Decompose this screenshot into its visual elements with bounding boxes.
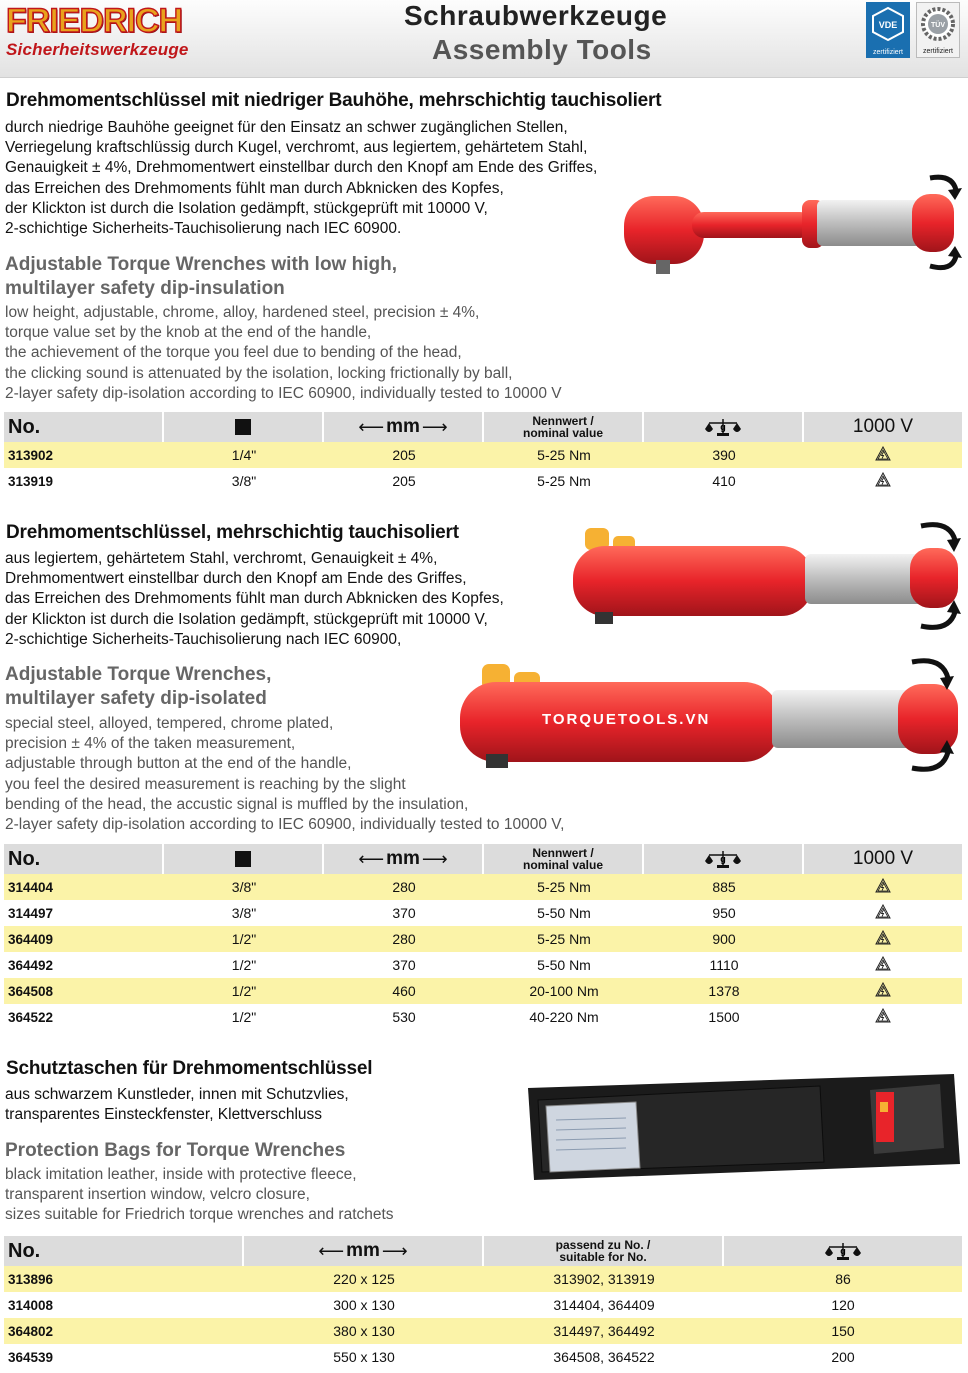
cell-mm: 370 [392,905,416,921]
cell-nominal: 5-50 Nm [537,905,591,921]
protection-bag-image [520,1068,966,1188]
watermark-text: TORQUETOOLS.VN [542,711,711,728]
section2-heading-de: Drehmomentschlüssel, mehrschichtig tauchisoliert [6,522,459,543]
insulation-warning-icon [875,930,891,945]
cell-voltage [804,446,962,464]
table-row [4,926,962,952]
arrow-right-icon: ⟶ [421,849,448,869]
tuv-cert-badge [916,2,960,58]
cell-weight: 150 [831,1323,855,1339]
col-header-length: ⟵ mm ⟶ [324,412,484,442]
section2-heading-en: Adjustable Torque Wrenches, multilayer safety dip-isolated [5,664,272,709]
table-row [4,900,962,926]
insulation-warning-icon [875,956,891,971]
cell-voltage [804,1008,962,1026]
table-header [4,844,962,874]
brand-name: FRIEDRICH [6,2,183,40]
cell-nominal: 40-220 Nm [529,1009,599,1025]
brand-subtitle: Sicherheitswerkzeuge [6,40,189,59]
cell-nominal: 5-25 Nm [537,931,591,947]
cell-weight: 86 [835,1271,851,1287]
table-header [4,1236,962,1266]
col-header-no: No. [4,844,164,874]
insulation-warning-icon [875,446,891,461]
cell-mm: 370 [392,957,416,973]
cell-drive: 3/8" [231,473,257,489]
section3-heading-en: Protection Bags for Torque Wrenches [5,1140,346,1161]
cell-nominal: 5-25 Nm [537,473,591,489]
col-header-size: ⟵ mm ⟶ [244,1236,484,1266]
cell-no: 313919 [8,473,54,489]
cell-no: 313902 [8,447,54,463]
brand-logo [4,2,234,64]
cell-drive: 1/2" [231,957,257,973]
cell-no: 364508 [8,983,54,999]
cell-mm: 280 [392,931,416,947]
page-title-de: Schraubwerkzeuge [404,0,668,31]
cell-nominal: 5-25 Nm [537,879,591,895]
table-row [4,468,962,494]
svg-text:g: g [720,854,726,864]
cell-mm: 205 [392,447,416,463]
table-row [4,1344,962,1370]
cell-mm: 380 x 130 [333,1323,395,1339]
square-drive-icon [235,851,251,867]
cell-voltage [804,982,962,1000]
cell-mm: 280 [392,879,416,895]
cell-drive: 1/2" [231,983,257,999]
scale-weight-icon [824,1241,862,1261]
section3-body-de: aus schwarzem Kunstleder, innen mit Schutzvlies, transparentes Einsteckfenster, Klettverschluss [5,1086,349,1124]
cell-voltage [804,472,962,490]
table-row [4,978,962,1004]
table-row [4,1292,962,1318]
section3-heading-de: Schutztaschen für Drehmomentschlüssel [6,1058,373,1079]
col-header-weight [644,844,804,874]
col-header-drive [164,412,324,442]
cell-weight: 1500 [708,1009,740,1025]
scale-weight-icon [704,417,742,437]
cell-mm: 220 x 125 [333,1271,395,1287]
cell-mm: 530 [392,1009,416,1025]
col-header-no: No. [4,1236,244,1266]
cell-no: 364802 [8,1323,54,1339]
section2-table [4,844,962,1030]
cell-suitable: 314497, 364492 [553,1323,655,1339]
table-row [4,442,962,468]
cell-no: 364409 [8,931,54,947]
vde-logo-icon [866,2,910,46]
cell-voltage [804,878,962,896]
arrow-left-icon: ⟵ [358,849,385,869]
vde-cert-badge [866,2,910,58]
vde-cert-label: zertifiziert [873,49,903,56]
cell-suitable: 314404, 364409 [553,1297,655,1313]
section3-table [4,1236,962,1370]
cell-nominal: 5-25 Nm [537,447,591,463]
svg-text:g: g [840,1246,846,1256]
cell-no: 314404 [8,879,54,895]
arrow-right-icon: ⟶ [421,417,448,437]
col-header-weight [724,1236,962,1266]
page-header [0,0,968,78]
section2-body-de: aus legiertem, gehärtetem Stahl, verchromt, Genauigkeit ± 4%, Drehmomentwert einstellbar durch den Knopf am Ende des Griffes, das Erreichen des Drehmoments fühlt man durch Abknicken des Kopfes, der Klickton ist durch die Isolation gedämpft, stückgeprüft mit 10000 V, 2-schichtige Sicherheits-Tauchisolierung nach IEC 60900, [5,550,504,648]
cell-weight: 200 [831,1349,855,1365]
torque-wrench-image-small [565,520,965,632]
cell-drive: 3/8" [231,879,257,895]
col-header-weight [644,412,804,442]
cell-nominal: 20-100 Nm [529,983,599,999]
section3-body-en: black imitation leather, inside with protective fleece, transparent insertion window, velcro closure, sizes suitable for Friedrich torque wrenches and ratchets [5,1166,394,1224]
cell-weight: 1110 [709,957,739,973]
cell-weight: 900 [712,931,736,947]
cell-weight: 885 [712,879,736,895]
cell-weight: 1378 [708,983,740,999]
section2-body-en: special steel, alloyed, tempered, chrome plated, precision ± 4% of the taken measurement, adjustable through button at the end of the handle, you feel the desired measurement is reaching by the slight bending of the head, the accustic signal is muffled by the insulation, 2-layer safety dip-isolation according to IEC 60900, individually tested to 10000 V, [5,715,565,834]
col-header-length: ⟵ mm ⟶ [324,844,484,874]
cell-voltage [804,904,962,922]
section1-table [4,412,962,494]
cell-no: 364522 [8,1009,54,1025]
cell-voltage [804,956,962,974]
cell-suitable: 313902, 313919 [553,1271,655,1287]
cell-weight: 410 [712,473,736,489]
col-header-no: No. [4,412,164,442]
low-profile-torque-wrench-image [612,168,962,288]
arrow-left-icon: ⟵ [318,1241,345,1261]
insulation-warning-icon [875,982,891,997]
table-row [4,952,962,978]
page-title-en: Assembly Tools [432,34,652,65]
table-row [4,1004,962,1030]
col-header-nominal: Nennwert / nominal value [484,844,644,874]
torque-wrench-image-large [452,656,964,774]
cell-no: 314008 [8,1297,54,1313]
table-row [4,1318,962,1344]
cell-drive: 1/2" [231,1009,257,1025]
cell-drive: 1/4" [231,447,257,463]
cell-weight: 390 [712,447,736,463]
cell-weight: 120 [831,1297,855,1313]
section1-heading-en: Adjustable Torque Wrenches with low high, multilayer safety dip-insulation [5,254,397,299]
table-header [4,412,962,442]
insulation-warning-icon [875,472,891,487]
col-header-nominal: Nennwert / nominal value [484,412,644,442]
svg-text:g: g [720,422,726,432]
svg-text:TÜV: TÜV [931,22,945,29]
insulation-warning-icon [875,878,891,893]
col-header-drive [164,844,324,874]
section1-body-en: low height, adjustable, chrome, alloy, hardened steel, precision ± 4%, torque value set by the knob at the end of the handle, the achievement of the torque you feel due to bending of the head, the clicking sound is attenuated by the isolation, locking frictionally by ball, 2-layer safety dip-isolation according to IEC 60900, individually tested to 10000 V [5,304,562,402]
cell-no: 313896 [8,1271,54,1287]
col-header-voltage: 1000 V [804,844,962,874]
cell-suitable: 364508, 364522 [553,1349,655,1365]
cell-voltage [804,930,962,948]
cell-no: 364539 [8,1349,54,1365]
cell-mm: 550 x 130 [333,1349,395,1365]
section1-heading-de: Drehmomentschlüssel mit niedriger Bauhöhe, mehrschichtig tauchisoliert [6,90,662,111]
col-header-suitable: passend zu No. / suitable for No. [484,1236,724,1266]
cell-mm: 300 x 130 [333,1297,395,1313]
section1-body-de: durch niedrige Bauhöhe geeignet für den Einsatz an schwer zugänglichen Stellen, Verriegelung kraftschlüssig durch Kugel, verchromt, aus legiertem, gehärtetem Stahl, Genauigkeit ± 4%, Drehmomentwert einstellbar durch den Knopf am Ende des Griffes, das Erreichen des Drehmoments fühlt man durch Abknicken des Kopfes, der Klickton ist durch die Isolation gedämpft, stückgeprüft mit 10000 V, 2-schichtige Sicherheits-Tauchisolierung nach IEC 60900. [5,119,598,238]
cell-mm: 205 [392,473,416,489]
insulation-warning-icon [875,1008,891,1023]
cell-weight: 950 [712,905,736,921]
tuv-logo-icon [917,3,959,47]
cell-nominal: 5-50 Nm [537,957,591,973]
table-row [4,874,962,900]
scale-weight-icon [704,849,742,869]
cell-no: 314497 [8,905,54,921]
cell-mm: 460 [392,983,416,999]
tuv-cert-label: zertifiziert [923,48,953,55]
svg-text:VDE: VDE [878,20,898,30]
arrow-left-icon: ⟵ [358,417,385,437]
insulation-warning-icon [875,904,891,919]
table-row [4,1266,962,1292]
cell-no: 364492 [8,957,54,973]
square-drive-icon [235,419,251,435]
cell-drive: 3/8" [231,905,257,921]
cell-drive: 1/2" [231,931,257,947]
col-header-voltage: 1000 V [804,412,962,442]
arrow-right-icon: ⟶ [381,1241,408,1261]
